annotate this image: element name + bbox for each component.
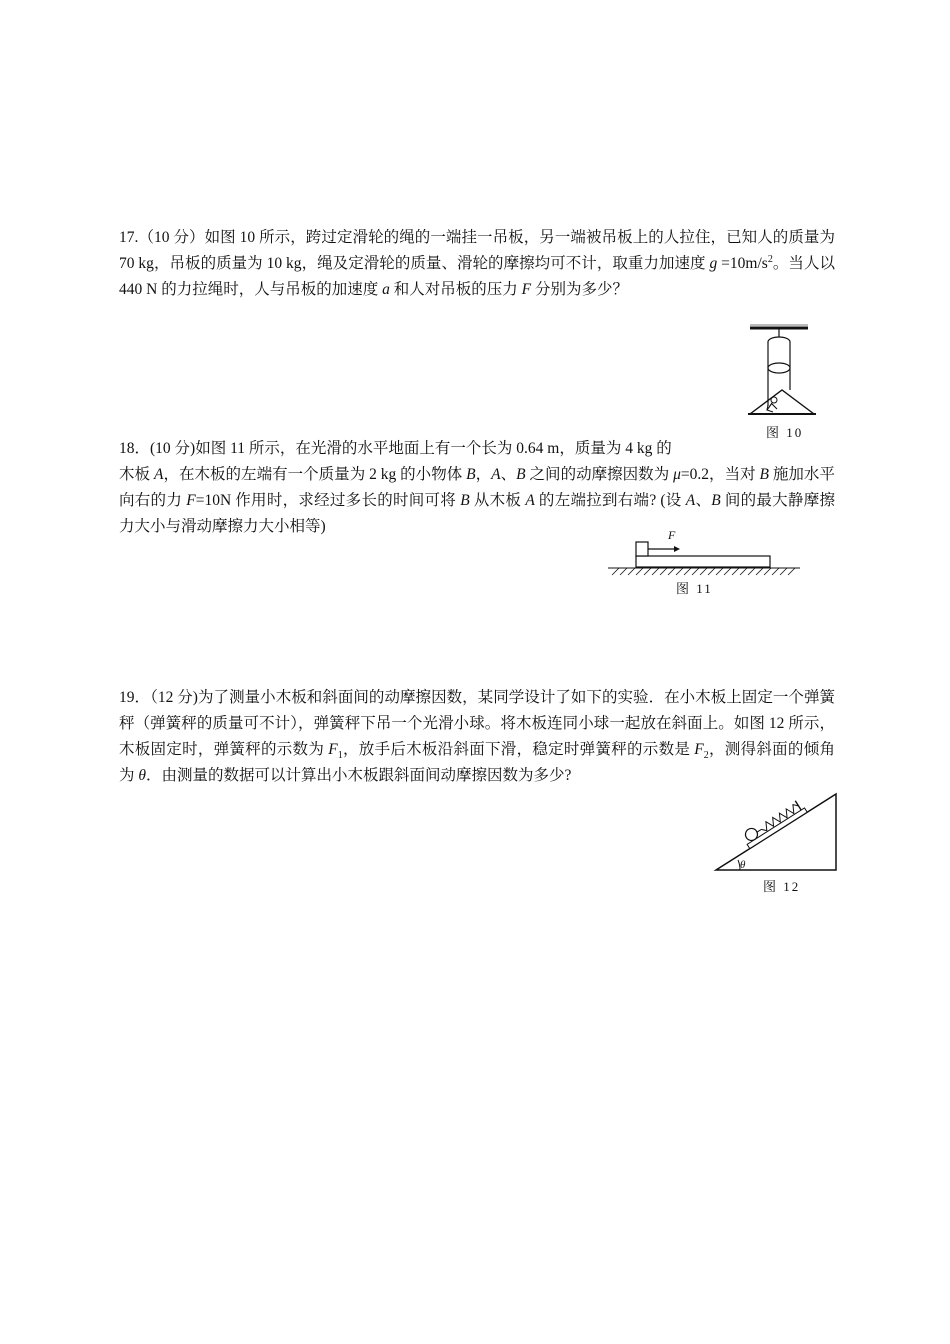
problem-18-text: 之间的动摩擦因数为 [525,466,674,483]
problem-18-text: ，在木板的左端有一个质量为 2 kg 的小物体 [163,466,467,483]
problem-19-text: ．由测量的数据可以计算出小木板跟斜面间动摩擦因数为多少? [146,767,572,784]
block-B [636,542,648,556]
problem-18-text: 间的最大静摩擦力大小与滑动摩擦力大小相等) [119,492,835,535]
problem-18 [119,436,729,462]
problem-18-text: 、 [695,492,712,509]
problem-19-text: ，放手后木板沿斜面下滑，稳定时弹簧秤的示数是 [342,741,695,758]
pulley-diagram [742,324,822,420]
var-theta: θ [138,767,147,784]
problem-18-text: =10N 作用时，求经过多长的时间可将 [195,492,461,509]
problem-18-text: 、 [500,466,517,483]
var-B: B [711,492,721,509]
problem-17-text: 。当人以 440 N 的力拉绳时，人与吊板的加速度 [119,255,835,298]
problem-17-text: 和人对吊板的压力 [389,281,522,298]
problem-17-score: （10 分） [138,229,205,246]
board-A [636,556,770,567]
figure-12 [712,790,840,874]
subscript: 2 [703,750,709,762]
problem-17 [119,225,835,303]
problem-17-text: 分别为多少？ [531,281,628,298]
problem-18-text: ， [475,466,492,483]
figure-12-caption: 图 12 [763,879,801,894]
figure-11 [606,524,802,576]
var-A: A [525,492,535,509]
problem-17-text: 如图 10 所示，跨过定滑轮的绳的一端挂一吊板，另一端被吊板上的人拉住，已知人的质量为 70 kg，吊板的质量为 10 kg，绳及定滑轮的质量、滑轮的摩擦均可不计，取重力加速度 [119,229,835,272]
figure-11-caption: 图 11 [676,581,713,596]
var-F: F [521,281,532,298]
var-B: B [759,466,769,483]
problem-17-number: 17. [119,229,139,246]
var-B: B [460,492,470,509]
problem-18-score: (10 分) [150,440,196,457]
board-block-diagram [606,524,802,576]
problem-18-text: 施加水平向右的力 [119,466,835,509]
problem-18-text: 如图 11 所示，在光滑的水平地面上有一个长为 0.64 m，质量为 4 kg 的 [195,440,672,457]
problem-18-number: 18． [119,440,151,457]
var-A: A [153,466,164,483]
problem-18-text: 的左端拉到右端? (设 [534,492,686,509]
var-B: B [516,466,526,483]
var-F: F [328,741,338,758]
force-label: F [668,528,676,542]
problem-18-text: 木板 [119,466,154,483]
var-g: g [709,255,718,272]
problem-19-number: 19． [119,689,151,706]
small-board [747,808,807,849]
figure-10-caption: 图 10 [766,425,804,440]
problem-19 [119,685,835,789]
problem-19-score: （12 分) [150,689,198,706]
var-F: F [694,741,704,758]
problem-17-text: =10m/s [717,255,768,272]
superscript: 2 [767,253,773,265]
problem-18-text: 从木板 [469,492,526,509]
figure-10 [742,324,822,420]
incline-diagram [712,790,840,874]
theta-label: θ [740,859,746,871]
problem-19-text: ，测得斜面的倾角为 [119,741,835,784]
ground-hatch [608,568,800,575]
subscript: 1 [337,750,343,762]
var-A: A [491,466,501,483]
var-F: F [186,492,196,509]
problem-18-text: =0.2，当对 [680,466,760,483]
problem-19-text: 为了测量小木板和斜面间的动摩擦因数，某同学设计了如下的实验．在小木板上固定一个弹簧秤（弹簧秤的质量可不计），弹簧秤下吊一个光滑小球。将木板连同小球一起放在斜面上。如图 12 所示，木板固定时，弹簧秤的示数为 [119,689,835,758]
var-A: A [685,492,696,509]
var-B: B [466,466,476,483]
var-a: a [382,281,390,298]
var-mu: μ [673,466,681,483]
